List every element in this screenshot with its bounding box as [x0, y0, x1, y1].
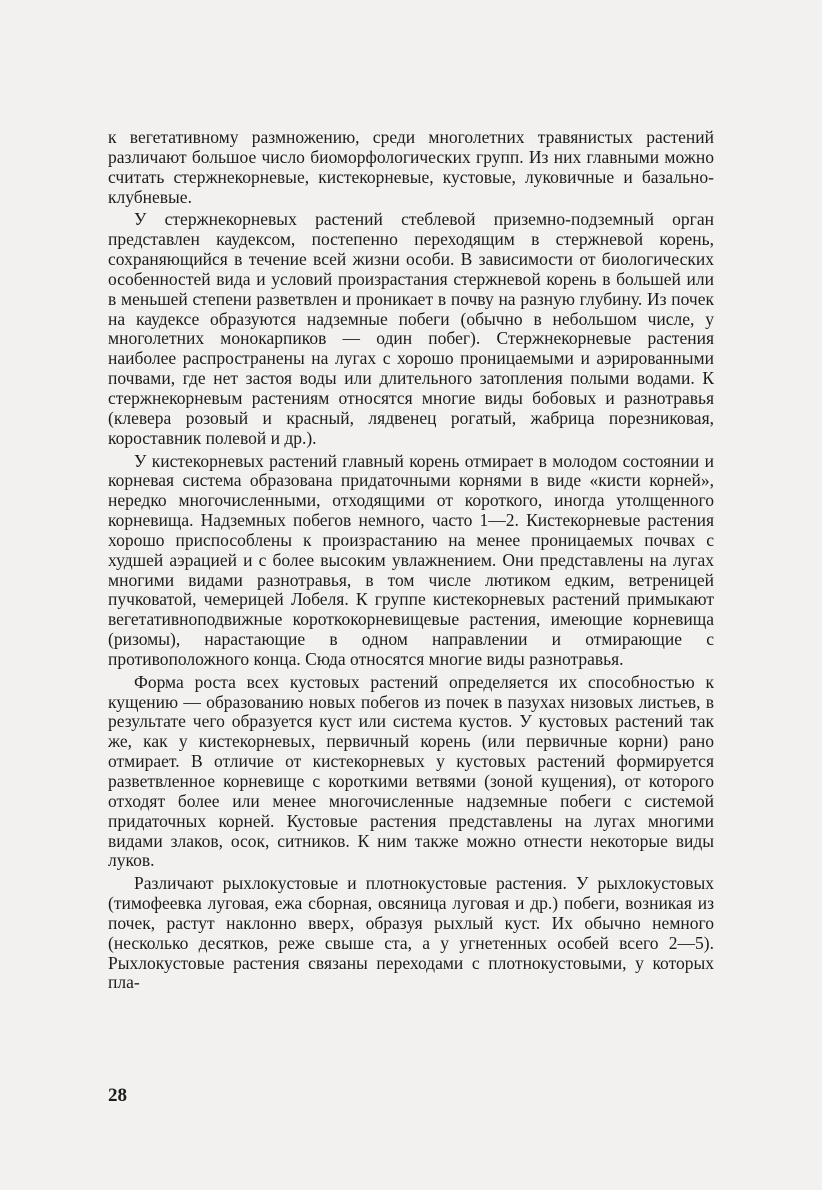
paragraph-taproot-plants: У стержнекорневых растений стеблевой приземно-подземный орган представлен каудексом, постепенно переходящим в стержневой корень, сохраняющийся в течение всей жизни особи. В зависимости от биологических особенностей вида и условий произрастания стержневой корень в большей или в меньшей степени разветвлен и проникает в почву на разную глубину. Из почек на каудексе образуются надземные побеги (обычно в небольшом числе, у многолетних монокарпиков — один побег). Стержнекорневые растения наиболее распространены на лугах с хорошо проницаемыми и аэрированными почвами, где нет застоя воды или длительного затопления полыми водами. К стержнекорневым растениям относятся многие виды бобовых и разнотравья (клевера розовый и красный, лядвенец рогатый, жабрица порезниковая, короставник полевой и др.).	[108, 209, 714, 448]
paragraph-1-continuation: к вегетативному размножению, среди многолетних травянистых растений различают большое число биоморфологических групп. Из них главными можно считать стержнекорневые, кистекорневые, кустовые, луковичные и базально-клубневые.	[108, 127, 714, 207]
text-column	[108, 128, 714, 993]
paragraph-bunch-plants: Форма роста всех кустовых растений определяется их способностью к кущению — образованию новых побегов из почек в пазухах низовых листьев, в результате чего образуется куст или система кустов. У кустовых растений так же, как у кистекорневых, первичный корень (или первичные корни) рано отмирает. В отличие от кистекорневых у кустовых растений формируется разветвленное корневище с короткими ветвями (зоной кущения), от которого отходят более или менее многочисленные надземные побеги с системой придаточных корней. Кустовые растения представлены на лугах многими видами злаков, осок, ситников. К ним также можно отнести некоторые виды луков.	[108, 671, 714, 871]
paragraph-loose-bunch-plants: Различают рыхлокустовые и плотнокустовые растения. У рыхлокустовых (тимофеевка луговая, ежа сборная, овсяница луговая и др.) побеги, возникая из почек, растут наклонно вверх, образуя рыхлый куст. Их обычно немного (несколько десятков, реже свыше ста, а у угнетенных особей всего 2—5). Рыхлокустовые растения связаны переходами с плотнокустовыми, у которых пла-	[108, 873, 714, 993]
paragraph-fibrous-root-plants: У кистекорневых растений главный корень отмирает в молодом состоянии и корневая система образована придаточными корнями в виде «кисти корней», нередко многочисленными, отходящими от короткого, иногда утолщенного корневища. Надземных побегов немного, часто 1—2. Кистекорневые растения хорошо приспособлены к произрастанию на менее проницаемых почвах с худшей аэрацией и с более высоким увлажнением. Они представлены на лугах многими видами разнотравья, в том числе лютиком едким, ветреницей пучковатой, чемерицей Лобеля. К группе кистекорневых растений примыкают вегетативноподвижные короткокорневищевые растения, имеющие корневища (ризомы), нарастающие в одном направлении и отмирающие с противоположного конца. Сюда относятся многие виды разнотравья.	[108, 450, 714, 669]
page-number: 28	[108, 1085, 127, 1106]
